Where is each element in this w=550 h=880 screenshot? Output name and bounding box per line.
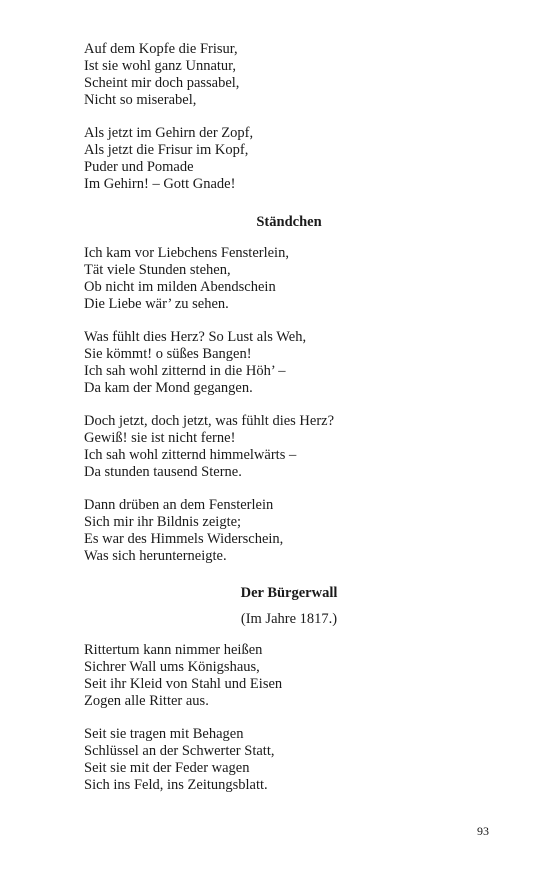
verse-line: Ist sie wohl ganz Unnatur, — [84, 58, 237, 74]
verse-line: Dann drüben an dem Fensterlein — [84, 497, 274, 513]
verse-line: Als jetzt im Gehirn der Zopf, — [84, 125, 254, 141]
poem-title: Ständchen — [256, 214, 322, 230]
verse-line: Scheint mir doch passabel, — [84, 75, 240, 91]
verse-line: Nicht so miserabel, — [84, 92, 197, 108]
verse-line: Da stunden tausend Sterne. — [84, 464, 242, 480]
verse-line: Seit sie mit der Feder wagen — [84, 760, 250, 776]
verse-line: Ich kam vor Liebchens Fensterlein, — [84, 245, 289, 261]
verse-line: Was sich herunterneigte. — [84, 548, 227, 564]
verse-line: Tät viele Stunden stehen, — [84, 262, 231, 278]
verse-line: Sichrer Wall ums Königshaus, — [84, 659, 260, 675]
verse-line: Was fühlt dies Herz? So Lust als Weh, — [84, 329, 307, 345]
page-content — [84, 41, 494, 810]
verse-line: Gewiß! sie ist nicht ferne! — [84, 430, 236, 446]
verse-line: Puder und Pomade — [84, 159, 194, 175]
stanza — [84, 41, 494, 109]
verse-line: Doch jetzt, doch jetzt, was fühlt dies Herz? — [84, 413, 335, 429]
poem — [84, 214, 494, 565]
poem-subtitle: (Im Jahre 1817.) — [240, 611, 338, 627]
stanza — [84, 413, 494, 481]
verse-line: Rittertum kann nimmer heißen — [84, 642, 263, 658]
page-number: 93 — [477, 824, 489, 838]
verse-line: Sie kömmt! o süßes Bangen! — [84, 346, 252, 362]
verse-line: Seit sie tragen mit Behagen — [84, 726, 244, 742]
verse-line: Als jetzt die Frisur im Kopf, — [84, 142, 249, 158]
verse-line: Auf dem Kopfe die Frisur, — [84, 41, 238, 57]
verse-line: Ob nicht im milden Abendschein — [84, 279, 276, 295]
verse-line: Sich ins Feld, ins Zeitungsblatt. — [84, 777, 268, 793]
verse-line: Da kam der Mond gegangen. — [84, 380, 253, 396]
stanza — [84, 642, 494, 710]
verse-line: Im Gehirn! – Gott Gnade! — [84, 176, 236, 192]
verse-line: Ich sah wohl zitternd himmelwärts – — [84, 447, 297, 463]
poem — [84, 585, 494, 794]
poem-title: Der Bürgerwall — [240, 585, 338, 601]
verse-line: Es war des Himmels Widerschein, — [84, 531, 284, 547]
verse-line: Die Liebe wär’ zu sehen. — [84, 296, 229, 312]
stanza — [84, 245, 494, 313]
verse-line: Schlüssel an der Schwerter Statt, — [84, 743, 275, 759]
verse-line: Sich mir ihr Bildnis zeigte; — [84, 514, 242, 530]
stanza — [84, 125, 494, 193]
stanza — [84, 726, 494, 794]
verse-line: Ich sah wohl zitternd in die Höh’ – — [84, 363, 286, 379]
verse-line: Zogen alle Ritter aus. — [84, 693, 209, 709]
verse-line: Seit ihr Kleid von Stahl und Eisen — [84, 676, 283, 692]
poem-fragment — [84, 41, 494, 193]
stanza — [84, 329, 494, 397]
stanza — [84, 497, 494, 565]
